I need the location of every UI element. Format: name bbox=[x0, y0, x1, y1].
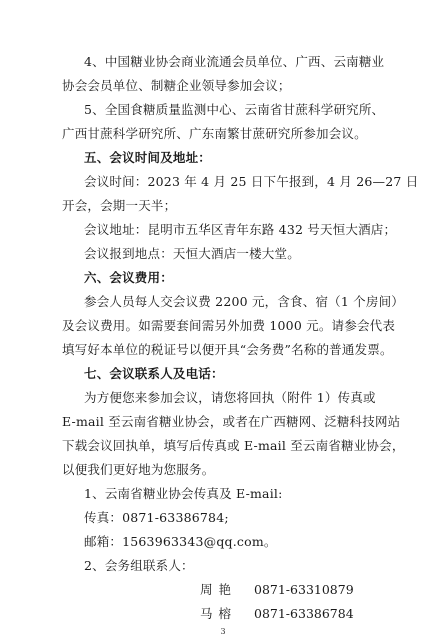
contact-phone: 0871-63310879 bbox=[254, 582, 354, 597]
paragraph-5-line-2: 广西甘蔗科学研究所、广东南繁甘蔗研究所参加会议。 bbox=[62, 126, 367, 141]
contact-name: 周艳 bbox=[200, 582, 238, 597]
paragraph-5-line-1: 5、全国食糖质量监测中心、云南省甘蔗科学研究所、 bbox=[84, 102, 385, 117]
fee-line-2: 及会议费用。如需要套间需另外加费 1000 元。请参会代表 bbox=[62, 318, 396, 333]
contact-phone: 0871-63386784 bbox=[254, 606, 354, 621]
section-7-heading: 七、会议联系人及电话： bbox=[84, 366, 224, 381]
paragraph-4-line-2: 协会会员单位、制糖企业领导参加会议； bbox=[62, 78, 291, 93]
contact-name: 马榕 bbox=[200, 606, 238, 621]
section-6-heading: 六、会议费用： bbox=[84, 270, 173, 285]
meeting-time-line-2: 开会，会期一天半； bbox=[62, 198, 177, 213]
meeting-address: 会议地址：昆明市五华区青年东路 432 号天恒大酒店； bbox=[84, 222, 397, 237]
contact-person-row bbox=[200, 606, 354, 622]
fee-line-1: 参会人员每人交会议费 2200 元，含食、宿（1 个房间） bbox=[84, 294, 404, 309]
contact-paragraph-line-1: 为方便您来参加会议，请您将回执（附件 1）传真或 bbox=[84, 390, 376, 405]
fax-number: 传真：0871-63386784; bbox=[84, 510, 229, 525]
association-fax-email-title: 1、云南省糖业协会传真及 E-mail: bbox=[84, 486, 283, 501]
contact-person-row bbox=[200, 582, 354, 598]
contact-paragraph-line-4: 以便我们更好地为您服务。 bbox=[62, 462, 215, 477]
contact-persons-title: 2、会务组联系人： bbox=[84, 558, 194, 573]
section-5-heading: 五、会议时间及地址： bbox=[84, 150, 212, 165]
contact-paragraph-line-2: E-mail 至云南省糖业协会，或者在广西糖网、泛糖科技网站 bbox=[62, 414, 401, 429]
paragraph-4-line-1: 4、中国糖业协会商业流通会员单位、广西、云南糖业 bbox=[84, 54, 385, 69]
meeting-time-line-1: 会议时间：2023 年 4 月 25 日下午报到，4 月 26—27 日 bbox=[84, 174, 419, 189]
page-number: 3 bbox=[220, 627, 226, 636]
email-address: 邮箱：1563963343@qq.com。 bbox=[84, 534, 277, 549]
checkin-location: 会议报到地点：天恒大酒店一楼大堂。 bbox=[84, 246, 300, 261]
contact-paragraph-line-3: 下载会议回执单，填写后传真或 E-mail 至云南省糖业协会， bbox=[62, 438, 405, 453]
fee-line-3: 填写好本单位的税证号以便开具“会务费”名称的普通发票。 bbox=[62, 342, 393, 357]
